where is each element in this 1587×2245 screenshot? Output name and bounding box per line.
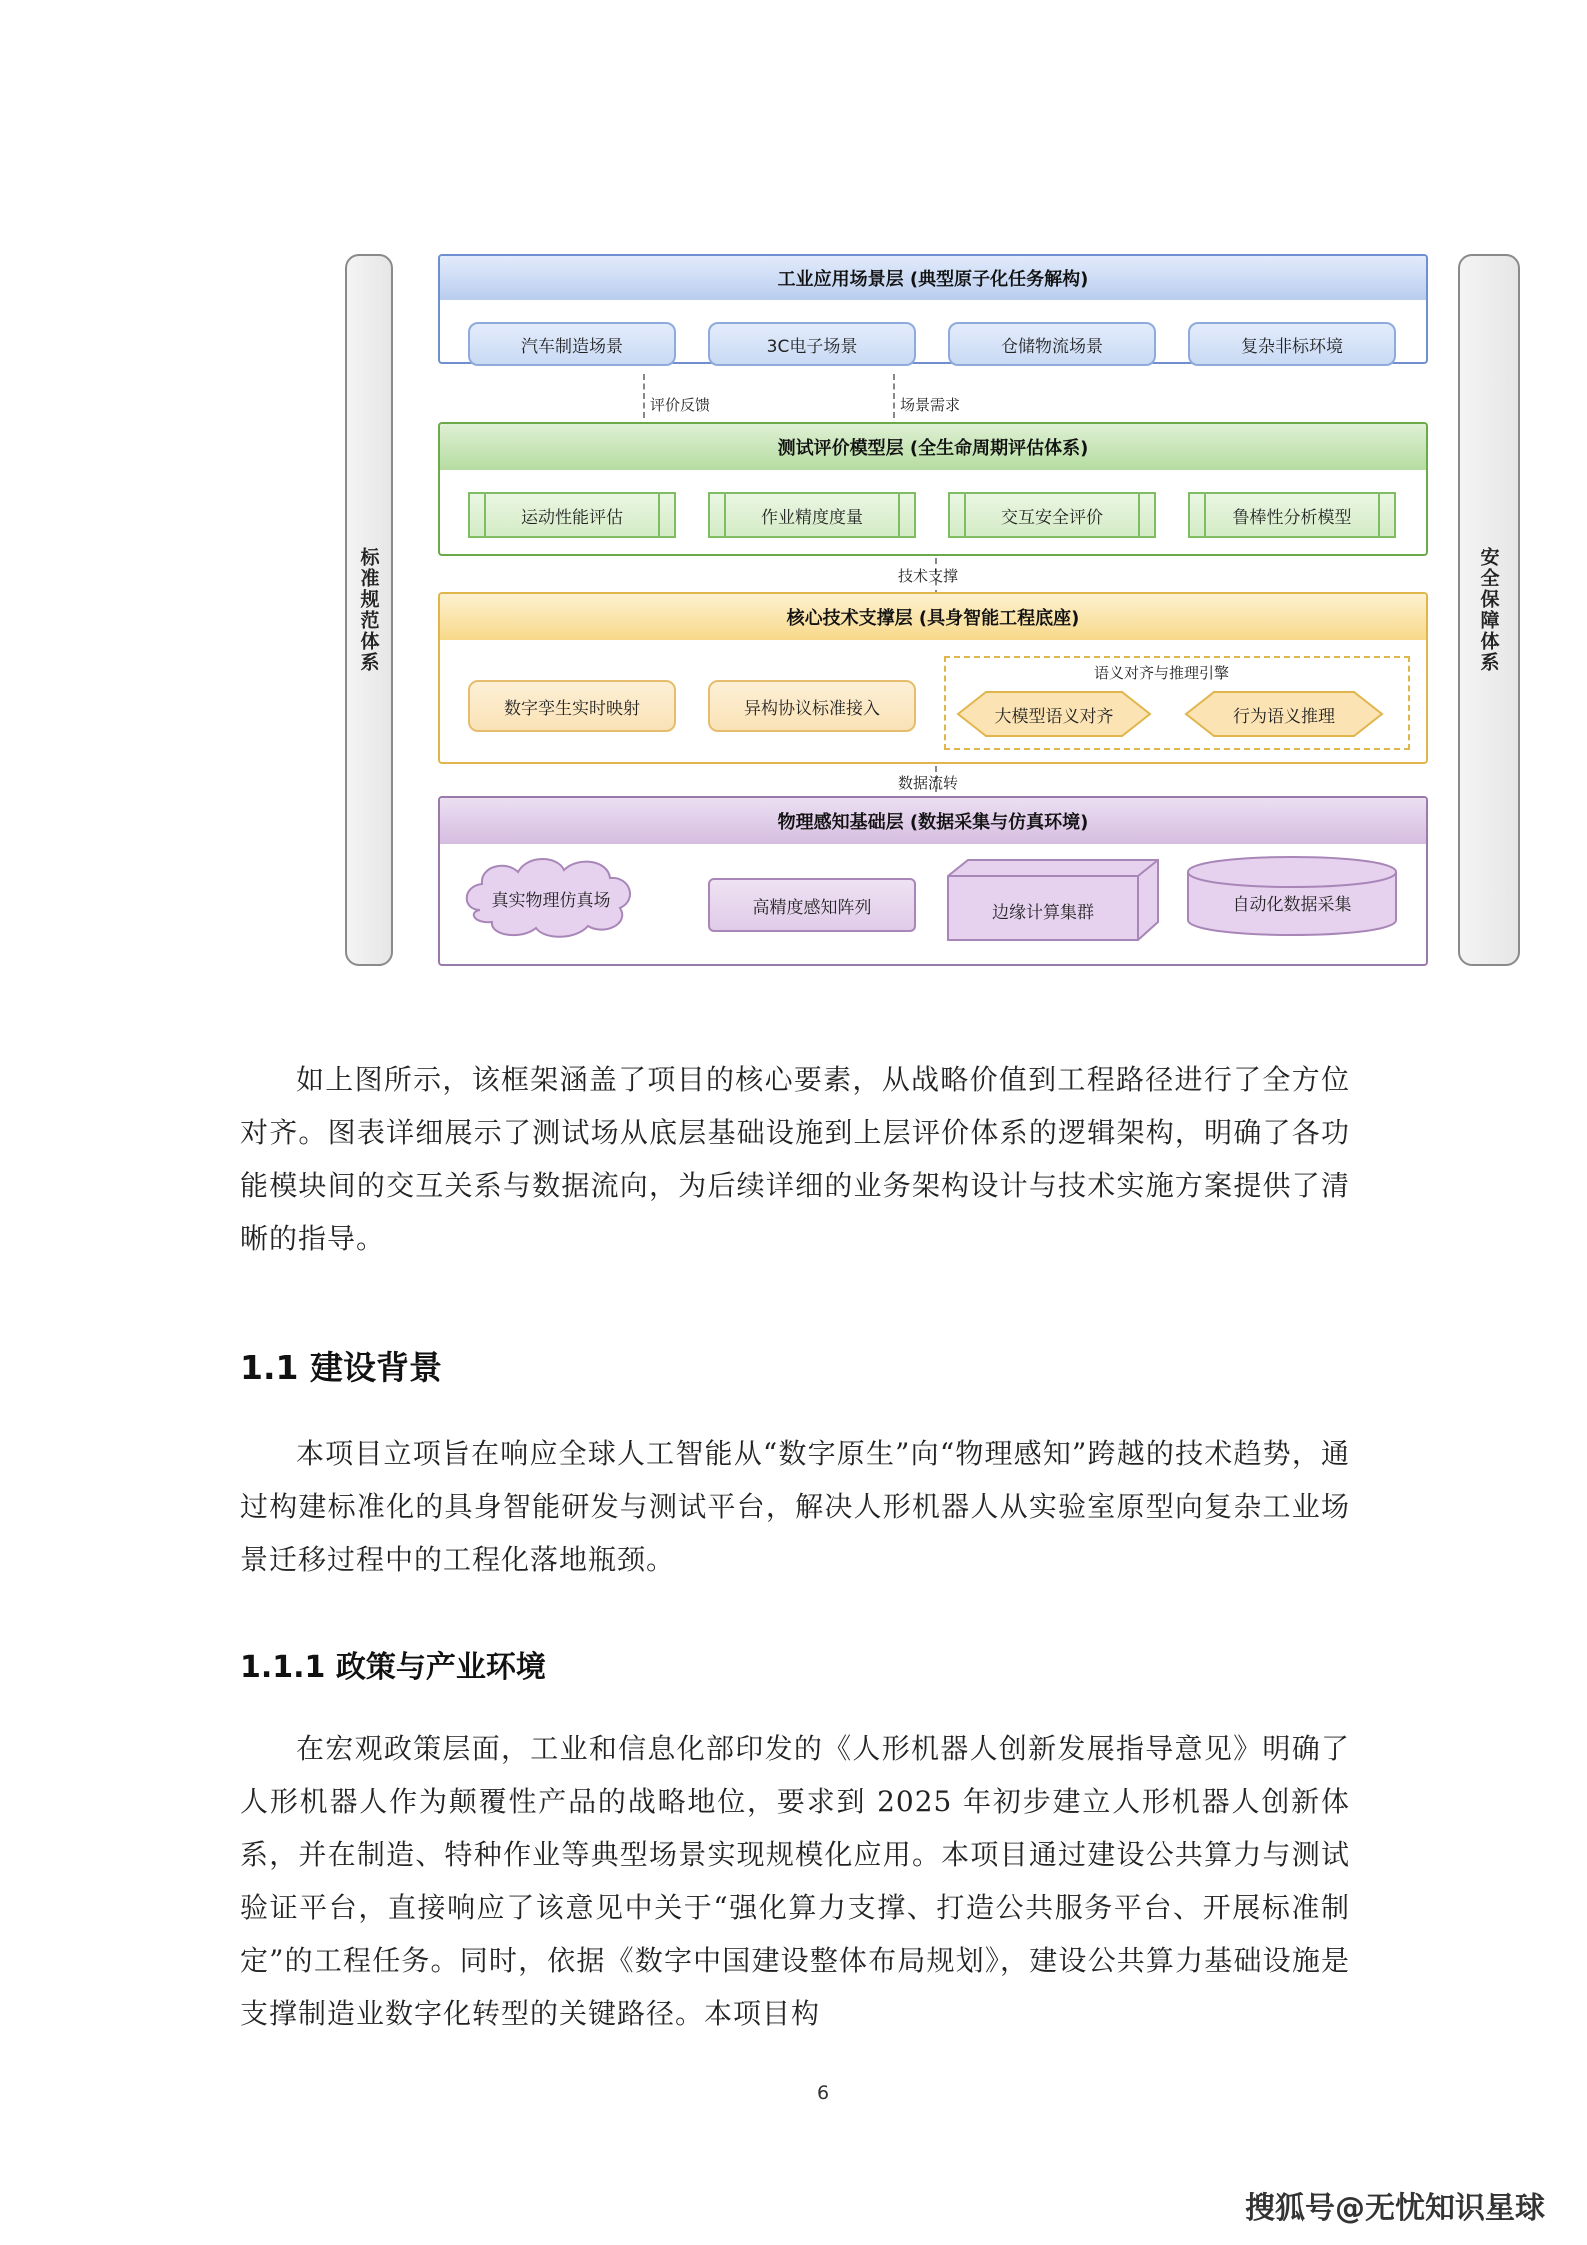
layer-core-tech bbox=[438, 592, 1428, 764]
left-sidebar-label: 标准规范体系 bbox=[357, 547, 380, 673]
right-sidebar bbox=[1458, 254, 1520, 966]
layer-evaluation-title: 测试评价模型层 (全生命周期评估体系) bbox=[440, 424, 1426, 470]
intro-paragraph bbox=[240, 1053, 1350, 1265]
architecture-diagram bbox=[340, 250, 1500, 970]
paragraph-1-1-1 bbox=[240, 1722, 1350, 2040]
connector-demand: 场景需求 bbox=[900, 396, 961, 414]
footer-watermark: 搜狐号@无忧知识星球 bbox=[1245, 2191, 1545, 2226]
layer-application-title: 工业应用场景层 (典型原子化任务解构) bbox=[440, 256, 1426, 300]
paragraph-1-1-1-text: 在宏观政策层面，工业和信息化部印发的《人形机器人创新发展指导意见》明确了人形机器人作为颠覆性产品的战略地位，要求到 2025 年初步建立人形机器人创新体系，并在制造、特种作业等典型场景实现规模化应用。本项目通过建设公共算力与测试验证平台，直接响应了该意见中关于“强化算力支撑、打造公共服务平台、开展标准制定”的工程任务。同时，依据《数字中国建设整体布局规划》，建设公共算力基础设施是支撑制造业数字化转型的关键路径。本项目构 bbox=[240, 1732, 1350, 2030]
paragraph-1-1 bbox=[240, 1427, 1350, 1586]
right-sidebar-label: 安全保障体系 bbox=[1477, 547, 1500, 673]
arrow-feedback bbox=[643, 374, 645, 418]
node-physical-sim: 真实物理仿真场 bbox=[491, 890, 611, 911]
node-motion-eval: 运动性能评估 bbox=[468, 492, 676, 538]
node-auto-scene: 汽车制造场景 bbox=[468, 322, 676, 366]
semantic-engine-label: 语义对齐与推理引擎 bbox=[1094, 664, 1230, 682]
node-behavior-reasoning: 行为语义推理 bbox=[1233, 706, 1335, 727]
node-edge-compute: 边缘计算集群 bbox=[992, 902, 1094, 923]
heading-1-1: 1.1 建设背景 bbox=[240, 1348, 442, 1387]
node-robustness-eval: 鲁棒性分析模型 bbox=[1188, 492, 1396, 538]
heading-1-1-1: 1.1.1 政策与产业环境 bbox=[240, 1650, 546, 1685]
node-llm-alignment: 大模型语义对齐 bbox=[994, 706, 1114, 727]
layer-application bbox=[438, 254, 1428, 364]
left-sidebar bbox=[345, 254, 393, 966]
connector-data: 数据流转 bbox=[898, 774, 959, 792]
paragraph-1-1-text: 本项目立项旨在响应全球人工智能从“数字原生”向“物理感知”跨越的技术趋势，通过构建标准化的具身智能研发与测试平台，解决人形机器人从实验室原型向复杂工业场景迁移过程中的工程化落地瓶颈。 bbox=[240, 1437, 1350, 1576]
node-sensor-array: 高精度感知阵列 bbox=[708, 878, 916, 932]
connector-feedback: 评价反馈 bbox=[650, 396, 711, 414]
layer-evaluation bbox=[438, 422, 1428, 556]
node-3c-scene: 3C电子场景 bbox=[708, 322, 916, 366]
node-safety-eval: 交互安全评价 bbox=[948, 492, 1156, 538]
layer-perception-title: 物理感知基础层 (数据采集与仿真环境) bbox=[440, 798, 1426, 844]
node-precision-eval: 作业精度度量 bbox=[708, 492, 916, 538]
layer-perception bbox=[438, 796, 1428, 966]
node-complex-scene: 复杂非标环境 bbox=[1188, 322, 1396, 366]
node-auto-data: 自动化数据采集 bbox=[1232, 894, 1352, 915]
layer-core-tech-title: 核心技术支撑层 (具身智能工程底座) bbox=[440, 594, 1426, 640]
node-protocol-access: 异构协议标准接入 bbox=[708, 680, 916, 732]
page-number: 6 bbox=[817, 2082, 830, 2104]
node-logistics-scene: 仓储物流场景 bbox=[948, 322, 1156, 366]
connector-tech: 技术支撑 bbox=[898, 567, 959, 585]
node-digital-twin: 数字孪生实时映射 bbox=[468, 680, 676, 732]
intro-text: 如上图所示，该框架涵盖了项目的核心要素，从战略价值到工程路径进行了全方位对齐。图表详细展示了测试场从底层基础设施到上层评价体系的逻辑架构，明确了各功能模块间的交互关系与数据流向，为后续详细的业务架构设计与技术实施方案提供了清晰的指导。 bbox=[240, 1063, 1350, 1255]
semantic-engine-group bbox=[944, 656, 1410, 750]
arrow-demand bbox=[893, 374, 895, 418]
